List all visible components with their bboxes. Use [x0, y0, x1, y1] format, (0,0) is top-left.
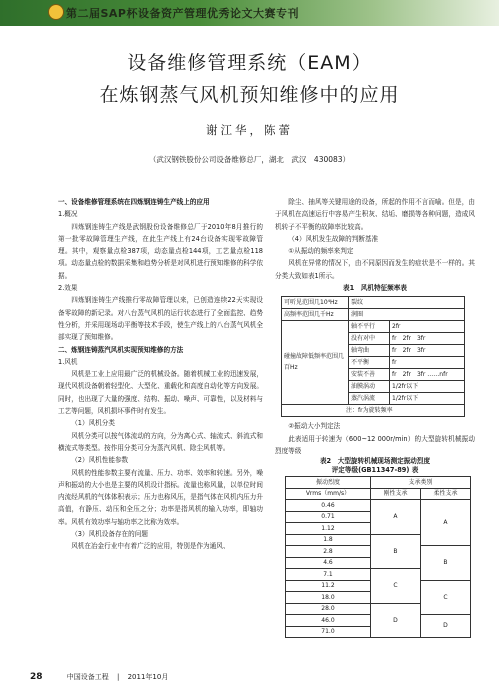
left-column: [58, 196, 263, 553]
paragraph: 风机在冶金行业中有着广泛的应用，特别是作为通风、: [71, 542, 230, 551]
paragraph: 风机的性能参数主要有流量、压力、功率、效率和转速。另外，噪声和振动的大小也是主要的风机设计指标。流量也称风量，以单位时间内流经风机的气体体积表示；压力也称风压，是指气体在风机内压力升高值，有静压、动压和全压之分；功率是指风机的输入功率，即轴功率。风机有效功率与轴功率之比称为效率。: [58, 468, 263, 526]
table-cell: 28.0: [286, 603, 371, 615]
table-row: [282, 405, 465, 417]
grade-cell: B: [370, 534, 420, 569]
grade-cell: A: [370, 500, 420, 535]
table-cell: 蒸汽涡流: [349, 393, 390, 405]
grade-cell: C: [370, 569, 420, 604]
table-cell: 油膜涡动: [349, 381, 390, 393]
subsection-heading: 1.概况: [58, 210, 78, 219]
paper-title-line2: 在炼钢蒸气风机预知维修中的应用: [99, 84, 400, 106]
table-cell: 2fr: [390, 321, 465, 333]
table-cell: 7.1: [286, 569, 371, 581]
table-note: 注：fr为旋转频率: [282, 405, 465, 417]
table-cell: 18.0: [286, 592, 371, 604]
table-cell: 高频率范围几千Hz: [282, 309, 349, 321]
paragraph: 四炼钢连铸生产线是武钢股份设备维修总厂于2010年8月推行的第一批零故障管理生产线，在此生产线上有24台设备实现零故障管理。其中，观察量点检387项，动态量点检144项，工艺量点检118项。动态量点检的数据采集和趋势分析是对风机进行预知维修的科学依据。: [58, 222, 263, 280]
table-cell: 轴不平行: [349, 321, 390, 333]
table-cell: 可听见范围几10⁴Hz: [282, 297, 349, 309]
table-row: [286, 500, 471, 512]
table1-frequency: [281, 296, 465, 417]
table-cell: fr 2fr 3fr ……nfr: [390, 369, 465, 381]
section-heading: 二、炼钢连铸蒸汽风机实现预知维修的方法: [58, 345, 184, 354]
section-heading: 一、设备维修管理系统在四炼钢连铸生产线上的应用: [58, 198, 210, 206]
table-cell: 轴弯曲: [349, 345, 390, 357]
table-cell: 没有对中: [349, 333, 390, 345]
table-cell: 1/2fr以下: [390, 393, 465, 405]
table-cell: fr 2fr 3fr: [390, 333, 465, 345]
table-cell: 46.0: [286, 615, 371, 627]
grade-cell: A: [420, 500, 470, 546]
right-column: [275, 196, 475, 638]
badge-icon: [48, 4, 64, 20]
table-header: Vrms（mm/s）: [286, 488, 371, 500]
table-cell: 碰撞故障低频率范围几百Hz: [282, 321, 349, 405]
authors: 谢江华，陈蕾: [206, 123, 293, 137]
table-cell: 0.46: [286, 500, 371, 512]
affiliation: （武汉钢铁股份公司设备维修总厂，湖北 武汉 430083）: [148, 155, 351, 164]
table1-caption: 表1 风机特征频率表: [343, 284, 407, 293]
table2-caption-line2: 评定等级(GB11347-89) 表: [331, 466, 419, 475]
subsection-heading: 1.风机: [58, 357, 78, 366]
paragraph: 此表适用于转速为（600~12 000r/min）的大型旋转机械振动烈度等级: [275, 434, 475, 455]
table-row: [282, 321, 465, 333]
table-cell: 2.8: [286, 546, 371, 558]
table-cell: 1/2fr以下: [390, 381, 465, 393]
table2-vibration: [285, 476, 471, 638]
subsection-heading: （3）风机设备存在的问题: [71, 530, 148, 539]
paper-title-line1: 设备维修管理系统（EAM）: [127, 52, 372, 74]
paragraph: 除尘、抽风等关键用途的设备，所起的作用不言而喻。但是，由于风机在高速运行中容易产生积灰、结垢、磨损等各种问题，造成风机转子不平衡的故障率比较高。: [275, 198, 475, 231]
journal-banner: [0, 0, 499, 26]
table-header: 支承类别: [370, 477, 470, 489]
subsection-heading: ②振动大小判定法: [288, 422, 341, 431]
table2-caption: 表2 大型旋转机械现场测定振动烈度: [319, 457, 431, 466]
grade-cell: D: [370, 603, 420, 638]
paragraph: 风机分类可以按气体流动的方向，分为离心式、轴流式、斜流式和横流式等类型。按作用分类可分为蒸汽风机、除尘风机等。: [58, 431, 263, 452]
paragraph: 四炼钢连铸生产线推行零故障管理以来，已创造连续22天实现设备零故障的新记录。对八台蒸气风机的运行状态进行了全面监控、趋势性分析，并采用现场动平衡等技术手段，使生产线上的八台蒸气风机全部实现了预知维修。: [58, 296, 263, 342]
table-header: 刚性支承: [370, 488, 420, 500]
table-row: [282, 297, 465, 309]
table-cell: fr: [390, 357, 465, 369]
table-cell: 裂纹: [349, 297, 465, 309]
grade-cell: C: [420, 580, 470, 615]
subsection-heading: ①从振动的频率来判定: [288, 247, 354, 256]
banner-text: 第二届SAP杯设备资产管理优秀论文大赛专刊: [66, 7, 299, 20]
table-cell: 71.0: [286, 626, 371, 638]
table-cell: fr 2fr 3fr: [390, 345, 465, 357]
journal-name: 中国设备工程: [66, 673, 109, 681]
paragraph: 风机在异常的情况下，由不同原因而发生的症状是不一样的。其分类大致如表1所示。: [275, 259, 475, 280]
table-cell: 0.71: [286, 511, 371, 523]
subsection-heading: 2.效果: [58, 284, 78, 293]
subsection-heading: （4）风机发生故障的判断基准: [288, 234, 379, 243]
table-cell: 4.6: [286, 557, 371, 569]
issue-date: 2011年10月: [127, 673, 169, 681]
grade-cell: D: [420, 615, 470, 638]
subsection-heading: （2）风机性能参数: [71, 456, 129, 465]
subsection-heading: （1）风机分类: [71, 419, 115, 428]
table-cell: 安装不善: [349, 369, 390, 381]
page-number: 28: [30, 672, 43, 682]
table-cell: 1.12: [286, 523, 371, 535]
table-cell: 润圈: [349, 309, 465, 321]
page-footer: 28 中国设备工程 | 2011年10月: [30, 672, 169, 682]
table-header: 振动烈度: [286, 477, 371, 489]
table-row: [286, 488, 471, 500]
paragraph: 风机是工业上应用最广泛的机械设备。随着机械工业的迅速发展，现代风机设备朝着轻型化、大型化、重载化和高度自动化等方向发展。同时，也出现了大量的强度、结构、振动、噪声、可靠性，以及材料与工艺等问题，风机损坏事件时有发生。: [58, 370, 263, 416]
table-cell: 1.8: [286, 534, 371, 546]
table-header: 柔性支承: [420, 488, 470, 500]
table-cell: 不平衡: [349, 357, 390, 369]
table-row: [286, 477, 471, 489]
table-row: [282, 309, 465, 321]
grade-cell: B: [420, 546, 470, 581]
table-cell: 11.2: [286, 580, 371, 592]
